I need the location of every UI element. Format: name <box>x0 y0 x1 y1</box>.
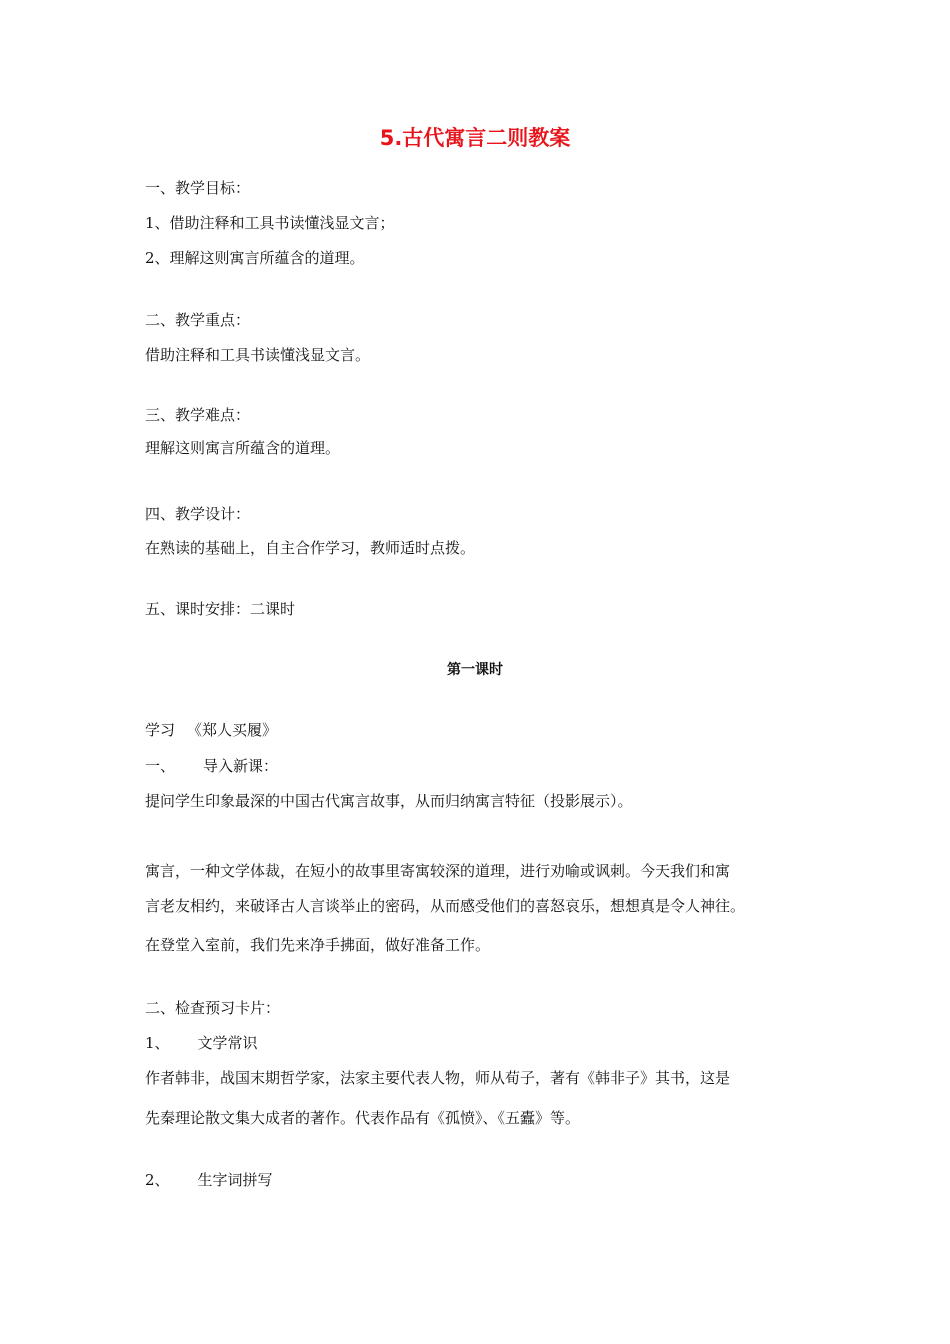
document-title: 5.古代寓言二则教案 <box>379 126 571 150</box>
schedule-text: 五、课时安排：二课时 <box>145 600 296 618</box>
author-text-line-1: 作者韩非，战国末期哲学家，法家主要代表人物，师从荀子，著有《韩非子》其书，这是 <box>145 1069 731 1087</box>
intro-paragraph-line-3: 在登堂入室前，我们先来净手拂面，做好准备工作。 <box>145 936 491 954</box>
difficulties-text: 理解这则寓言所蕴含的道理。 <box>145 439 341 457</box>
intro-question-text: 提问学生印象最深的中国古代寓言故事，从而归纳寓言特征（投影展示）。 <box>145 792 633 810</box>
intro-heading: 导入新课： <box>203 757 279 775</box>
design-text: 在熟读的基础上，自主合作学习，教师适时点拨。 <box>145 539 476 557</box>
key-points-heading: 二、教学重点： <box>145 311 251 329</box>
preview-item-1-heading: 文学常识 <box>197 1034 258 1052</box>
preview-heading: 二、检查预习卡片： <box>145 999 281 1017</box>
lesson1-heading: 第一课时 <box>447 662 503 678</box>
preview-item-1-number: 1、 <box>145 1034 170 1052</box>
preview-item-2-number: 2、 <box>145 1171 170 1189</box>
objectives-heading: 一、教学目标： <box>145 179 251 197</box>
study-line <box>145 720 277 740</box>
preview-item-2-heading: 生字词拼写 <box>197 1171 273 1189</box>
author-text-line-2: 先秦理论散文集大成者的著作。代表作品有《孤愤》、《五蠹》等。 <box>145 1109 581 1127</box>
preview-item-1-line <box>145 1033 258 1053</box>
study-title: 《郑人买履》 <box>187 721 278 739</box>
intro-paragraph-line-1: 寓言，一种文学体裁，在短小的故事里寄寓较深的道理，进行劝喻或讽刺。今天我们和寓 <box>145 862 731 880</box>
key-points-text: 借助注释和工具书读懂浅显文言。 <box>145 346 371 364</box>
objective-item-1: 1、借助注释和工具书读懂浅显文言； <box>145 214 395 232</box>
intro-number: 一、 <box>145 757 176 775</box>
difficulties-heading: 三、教学难点： <box>145 406 251 424</box>
study-label: 学习 <box>145 721 176 739</box>
intro-paragraph-line-2: 言老友相约，来破译古人言谈举止的密码，从而感受他们的喜怒哀乐，想想真是令人神往。 <box>145 897 746 915</box>
objective-item-2: 2、理解这则寓言所蕴含的道理。 <box>145 249 365 267</box>
design-heading: 四、教学设计： <box>145 505 251 523</box>
intro-heading-line <box>145 756 278 776</box>
preview-item-2-line <box>145 1170 273 1190</box>
